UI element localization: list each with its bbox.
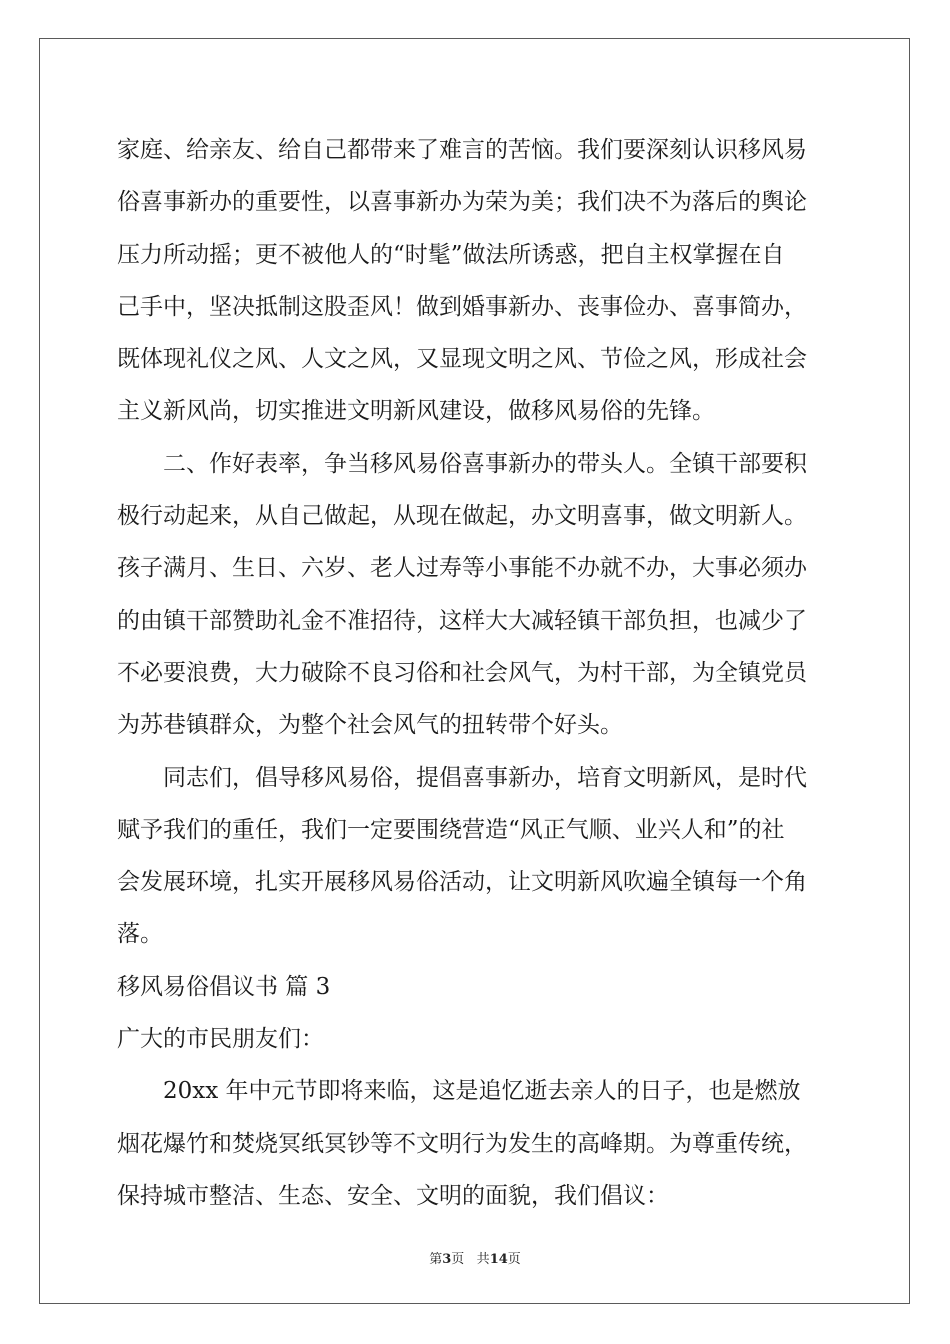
text-line: 二、作好表率，争当移风易俗喜事新办的带头人。全镇干部要积 (117, 450, 807, 477)
total-suffix: 页 (507, 1252, 521, 1267)
document-body (117, 124, 833, 1222)
text-line: 不必要浪费，大力破除不良习俗和社会风气，为村干部，为全镇党员 (117, 659, 807, 686)
text-line: 主义新风尚，切实推进文明新风建设，做移风易俗的先锋。 (117, 398, 715, 425)
text-line: 20xx 年中元节即将来临，这是追忆逝去亲人的日子，也是燃放 (117, 1078, 801, 1105)
page-suffix: 页 (451, 1252, 465, 1267)
text-line: 极行动起来，从自己做起，从现在做起，办文明喜事，做文明新人。 (117, 503, 807, 530)
text-line: 的由镇干部赞助礼金不准招待，这样大大减轻镇干部负担，也减少了 (117, 607, 807, 634)
section-heading: 移风易俗倡议书 篇 3 (117, 973, 331, 1000)
total-prefix: 共 (476, 1252, 490, 1267)
salutation: 广大的市民朋友们： (117, 1026, 324, 1053)
text-line: 会发展环境，扎实开展移风易俗活动，让文明新风吹遍全镇每一个角 (117, 869, 807, 896)
text-line: 保持城市整洁、生态、安全、文明的面貌，我们倡议： (117, 1182, 669, 1209)
text-line: 压力所动摇；更不被他人的“时髦”做法所诱惑，把自主权掌握在自 (117, 241, 785, 268)
total-page-number: 14 (489, 1252, 508, 1267)
text-line: 俗喜事新办的重要性，以喜事新办为荣为美；我们决不为落后的舆论 (117, 189, 807, 216)
current-page-number: 3 (442, 1252, 452, 1267)
page-footer (0, 1248, 950, 1267)
text-line: 同志们，倡导移风易俗，提倡喜事新办，培育文明新风，是时代 (117, 764, 807, 791)
text-line: 既体现礼仪之风、人文之风，又显现文明之风、节俭之风，形成社会 (117, 346, 807, 373)
text-line: 赋予我们的重任，我们一定要围绕营造“风正气顺、业兴人和”的社 (117, 816, 785, 843)
text-line: 为苏巷镇群众，为整个社会风气的扭转带个好头。 (117, 712, 623, 739)
text-line: 落。 (117, 921, 163, 948)
page-prefix: 第 (429, 1252, 443, 1267)
text-line: 烟花爆竹和焚烧冥纸冥钞等不文明行为发生的高峰期。为尊重传统， (117, 1130, 807, 1157)
text-line: 己手中，坚决抵制这股歪风！做到婚事新办、丧事俭办、喜事简办， (117, 293, 807, 320)
text-line: 家庭、给亲友、给自己都带来了难言的苦恼。我们要深刻认识移风易 (117, 137, 807, 163)
text-line: 孩子满月、生日、六岁、老人过寿等小事能不办就不办，大事必须办 (117, 555, 807, 582)
